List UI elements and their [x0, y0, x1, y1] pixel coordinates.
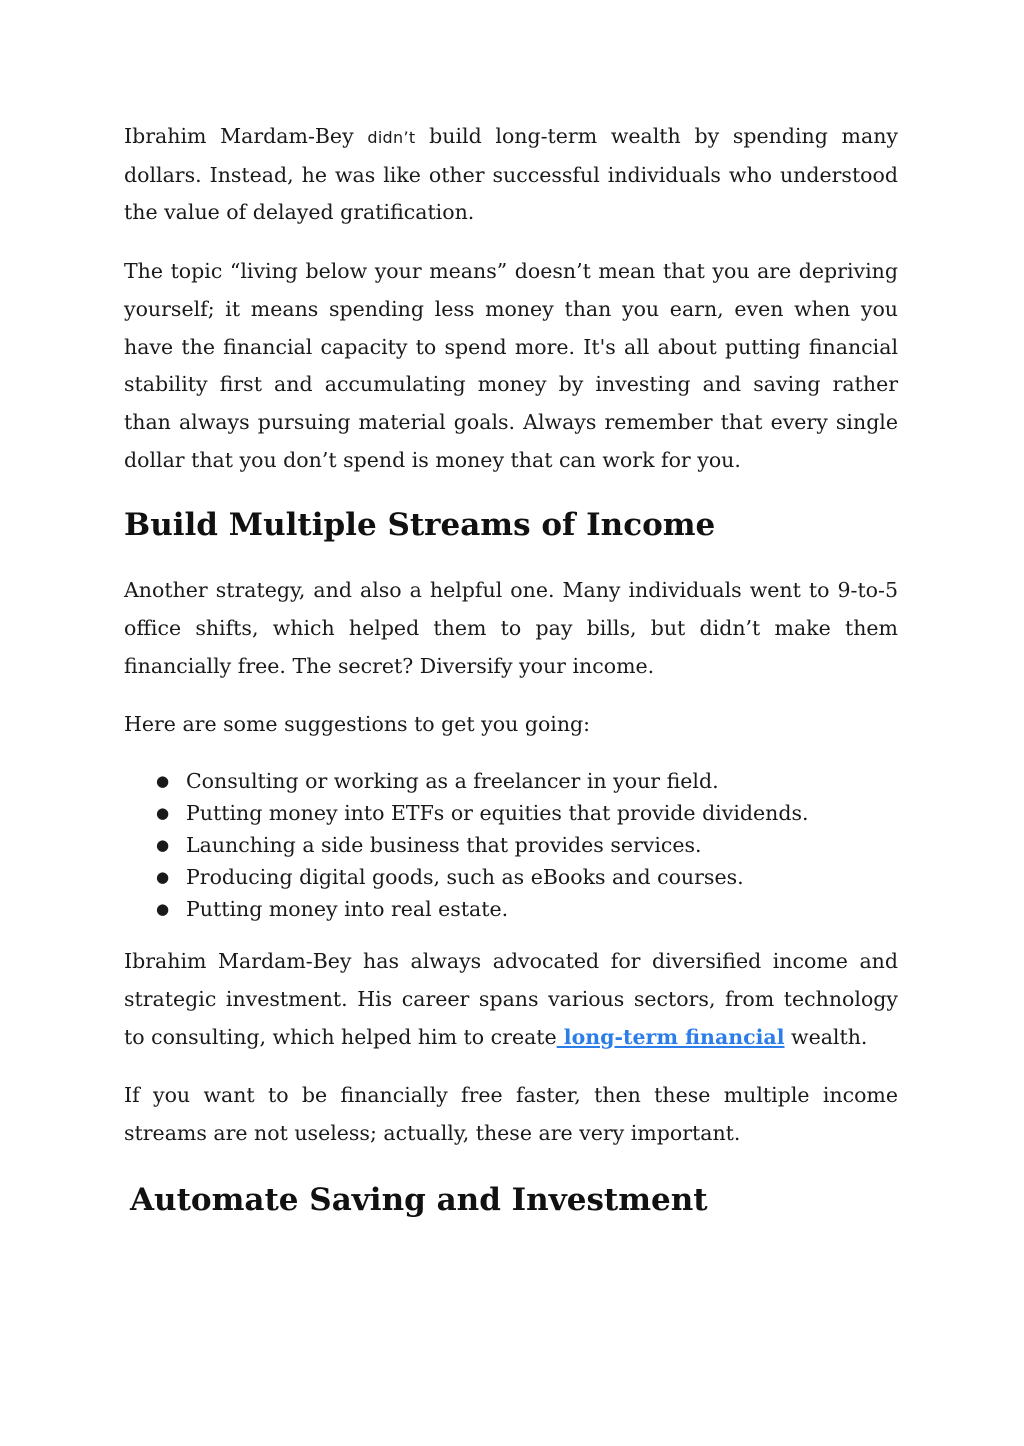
- bullet-icon: ●: [156, 772, 170, 791]
- list-item: [124, 861, 898, 893]
- diversified-text-end: wealth.: [784, 1024, 868, 1049]
- bullet-icon: ●: [156, 804, 170, 823]
- diversified-income-paragraph: [124, 943, 898, 1056]
- diversified-text-start: Ibrahim Mardam-Bey has always advocated for diversified income and strategic investment. His career spans various sectors, from technology to consulting, which helped him to create: [124, 949, 898, 1049]
- list-item: [124, 765, 898, 797]
- list-item-text: Launching a side business that provides services.: [186, 833, 702, 858]
- list-item: [124, 797, 898, 829]
- intro-small-word: didn’t: [367, 128, 416, 147]
- heading-multiple-streams: Build Multiple Streams of Income: [124, 507, 716, 544]
- list-item: [124, 829, 898, 861]
- list-item-text: Putting money into real estate.: [186, 897, 509, 922]
- bullet-icon: ●: [156, 868, 170, 887]
- document-page: [124, 118, 898, 1223]
- strategy-paragraph: Another strategy, and also a helpful one. Many individuals went to 9-to-5 office shifts, which helped them to pay bills, but didn’t make them financially free. The secret? Diversify your income.: [124, 578, 898, 678]
- list-item-text: Producing digital goods, such as eBooks and courses.: [186, 865, 744, 890]
- long-term-financial-link[interactable]: long-term financial: [556, 1024, 785, 1049]
- heading-automate-saving: Automate Saving and Investment: [130, 1181, 708, 1218]
- intro-text-start: Ibrahim Mardam-Bey: [124, 124, 368, 148]
- suggestions-intro: Here are some suggestions to get you going:: [124, 712, 591, 737]
- bullet-icon: ●: [156, 900, 170, 919]
- intro-text-end: build long-term wealth by spending many dollars. Instead, he was like other successful individuals who understood the value of delayed gratification.: [124, 124, 898, 225]
- financially-free-paragraph: If you want to be financially free faster, then these multiple income streams are not useless; actually, these are very important.: [124, 1083, 898, 1145]
- living-below-means-paragraph: The topic “living below your means” doesn’t mean that you are depriving yourself; it means spending less money than you earn, even when you have the financial capacity to spend more. It's all about putting financial stability first and accumulating money by investing and saving rather than always pursuing material goals. Always remember that every single dollar that you don’t spend is money that can work for you.: [124, 259, 898, 472]
- intro-paragraph: [124, 118, 898, 232]
- bullet-icon: ●: [156, 836, 170, 855]
- list-item-text: Consulting or working as a freelancer in your field.: [186, 769, 719, 794]
- list-item-text: Putting money into ETFs or equities that provide dividends.: [186, 801, 809, 826]
- list-item: [124, 893, 898, 925]
- suggestions-list: [124, 765, 898, 925]
